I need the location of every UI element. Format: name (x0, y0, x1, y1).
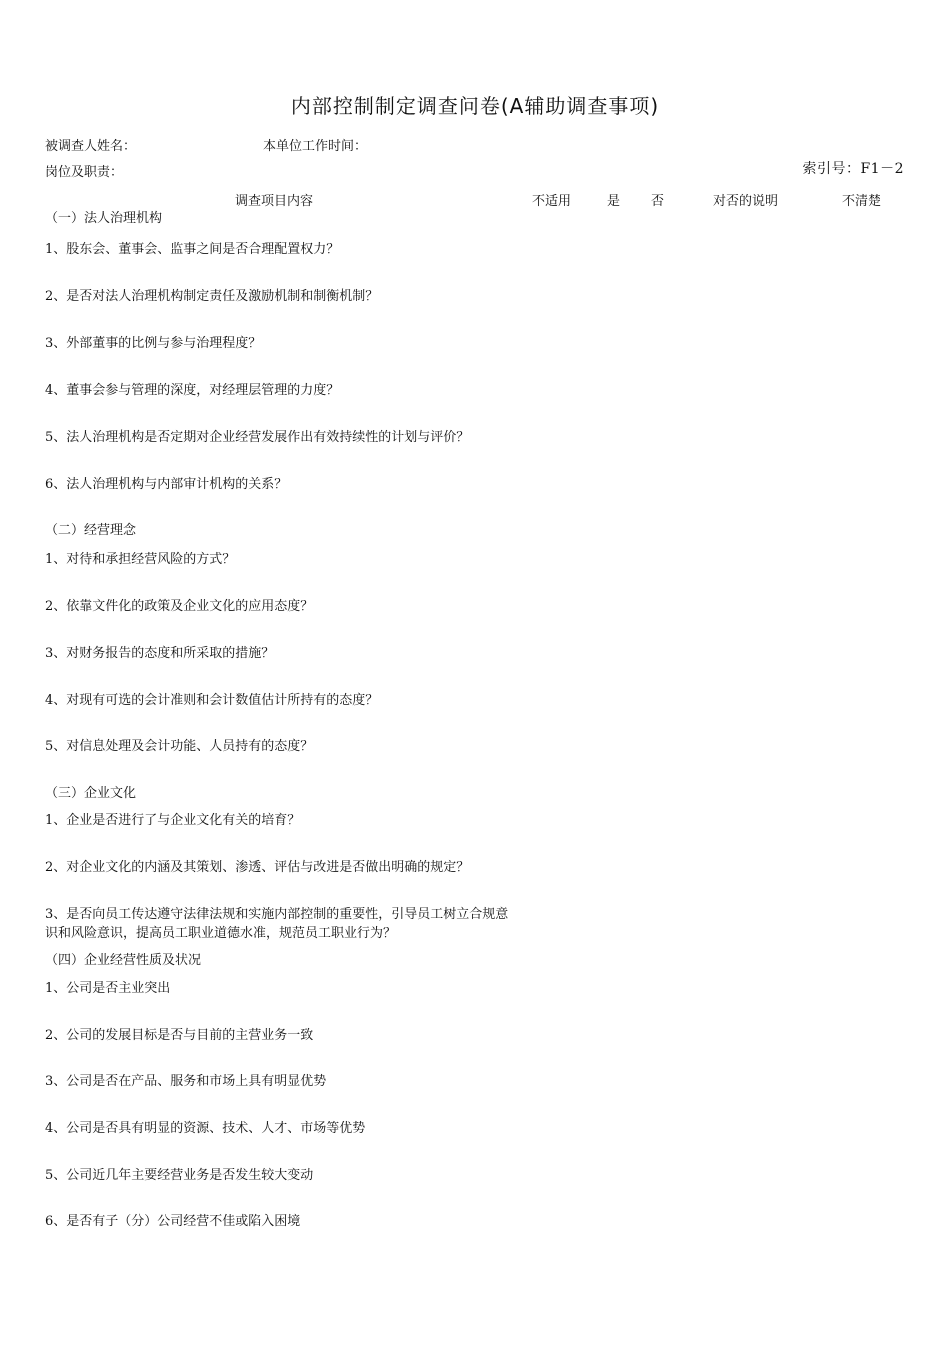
respondent-name-label: 被调查人姓名： (45, 139, 137, 154)
page-title: 内部控制制定调查问卷(A辅助调查事项) (290, 94, 660, 118)
question-item: 3、公司是否在产品、服务和市场上具有明显优势 (45, 1074, 327, 1089)
question-item: 1、股东会、董事会、监事之间是否合理配置权力？ (45, 242, 340, 257)
column-header-no: 否 (651, 194, 665, 209)
question-item: 1、对待和承担经营风险的方式？ (45, 552, 236, 567)
question-item: 2、公司的发展目标是否与目前的主营业务一致 (45, 1028, 314, 1043)
tenure-label: 本单位工作时间： (263, 139, 368, 154)
question-item: 4、对现有可选的会计准则和会计数值估计所持有的态度？ (45, 693, 379, 708)
question-item: 2、依靠文件化的政策及企业文化的应用态度？ (45, 599, 314, 614)
question-item: 1、公司是否主业突出 (45, 981, 171, 996)
question-item: 5、法人治理机构是否定期对企业经营发展作出有效持续性的计划与评价？ (45, 430, 470, 445)
question-item: 2、对企业文化的内涵及其策划、渗透、评估与改进是否做出明确的规定？ (45, 860, 470, 875)
section-heading-corporate-governance: （一）法人治理机构 (45, 211, 163, 226)
column-header-unclear: 不清楚 (842, 194, 882, 209)
question-item: 5、公司近几年主要经营业务是否发生较大变动 (45, 1168, 314, 1183)
section-heading-corporate-culture: （三）企业文化 (45, 786, 137, 801)
question-item: 1、企业是否进行了与企业文化有关的培育？ (45, 813, 301, 828)
section-heading-business-nature: （四）企业经营性质及状况 (45, 953, 202, 968)
question-item: 4、公司是否具有明显的资源、技术、人才、市场等优势 (45, 1121, 366, 1136)
column-header-explanation: 对否的说明 (713, 194, 779, 209)
question-item: 2、是否对法人治理机构制定责任及激励机制和制衡机制？ (45, 289, 379, 304)
position-duties-label: 岗位及职责： (45, 165, 124, 180)
question-item: 3、外部董事的比例与参与治理程度？ (45, 336, 262, 351)
question-item: 4、董事会参与管理的深度，对经理层管理的力度？ (45, 383, 340, 398)
question-item: 5、对信息处理及会计功能、人员持有的态度？ (45, 739, 314, 754)
question-item: 6、是否有子（分）公司经营不佳或陷入困境 (45, 1214, 301, 1229)
column-header-not-applicable: 不适用 (532, 194, 572, 209)
column-header-yes: 是 (607, 194, 621, 209)
index-number: 索引号：F1－2 (802, 161, 904, 177)
section-heading-business-philosophy: （二）经营理念 (45, 523, 137, 538)
question-item: 6、法人治理机构与内部审计机构的关系？ (45, 477, 288, 492)
question-item: 3、是否向员工传达遵守法律法规和实施内部控制的重要性，引导员工树立合规意识和风险意识，提高员工职业道德水准，规范员工职业行为？ (45, 907, 509, 941)
column-header-content: 调查项目内容 (235, 194, 314, 209)
question-item: 3、对财务报告的态度和所采取的措施？ (45, 646, 275, 661)
